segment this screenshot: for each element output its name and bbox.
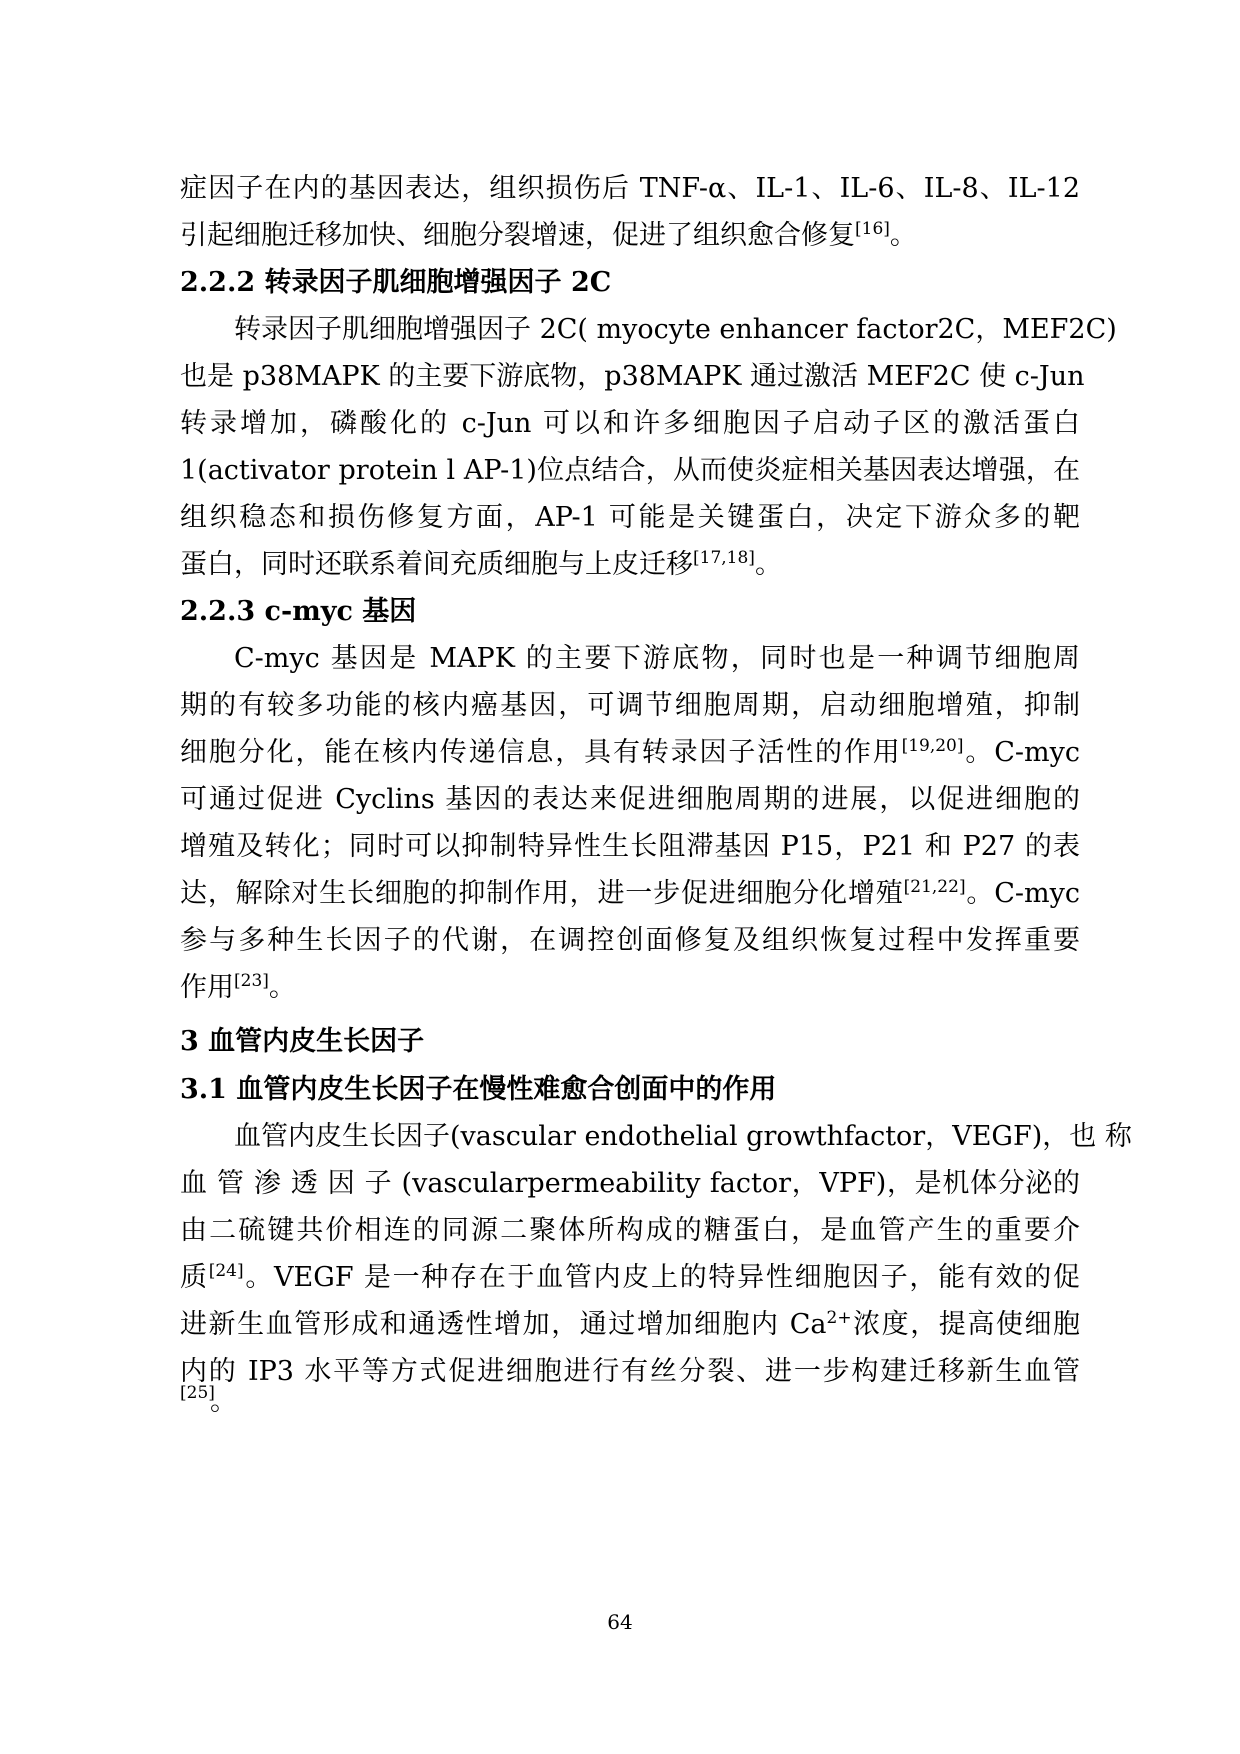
text-span: 1(activator protein l AP-1)位点结合，从而使炎症相关基因表达增强，在 [180,455,1080,486]
text-span: 。 [889,220,917,251]
paragraph-line [234,1120,1132,1154]
text-span: 。 [754,549,782,580]
paragraph-line [180,924,1080,958]
paragraph-line [180,877,1080,911]
text-span: 内的 IP3 水平等方式促进细胞进行有丝分裂、进一步构建迁移新生血管 [180,1356,1080,1387]
text-span: 期的有较多功能的核内癌基因，可调节细胞周期，启动细胞增殖，抑制 [180,690,1080,721]
text-span: 转录增加，磷酸化的 c-Jun 可以和许多细胞因子启动子区的激活蛋白 [180,408,1080,439]
text-span: 转录因子肌细胞增强因子 2C( myocyte enhancer factor2C，MEF2C) [234,314,1117,345]
section-heading-2-2-2: 2.2.2 转录因子肌细胞增强因子 2C [180,267,612,298]
text-span: 也是 p38MAPK 的主要下游底物，p38MAPK 通过激活 MEF2C 使 c-Jun [180,361,1085,392]
citation-ref: [17,18] [693,548,755,568]
text-span: 蛋白，同时还联系着间充质细胞与上皮迁移 [180,549,693,580]
text-span: 。 [268,972,296,1003]
paragraph-line [180,1214,1080,1248]
text-span: C-myc 基因是 MAPK 的主要下游底物，同时也是一种调节细胞周 [234,643,1080,674]
paragraph-line [180,454,1080,488]
text-span: 。 [210,1386,237,1417]
paragraph-line [180,1167,1080,1201]
text-span: 。C-myc [965,878,1081,909]
text-span: 进新生血管形成和通透性增加，通过增加细胞内 Ca [180,1309,827,1340]
text-span: 达，解除对生长细胞的抑制作用，进一步促进细胞分化增殖 [180,878,904,909]
text-span: 可通过促进 Cyclins 基因的表达来促进细胞周期的进展，以促进细胞的 [180,784,1080,815]
section-heading-3: 3 血管内皮生长因子 [180,1026,425,1057]
paragraph-line [180,1355,1080,1389]
text-span: 。C-myc [963,737,1081,768]
text-span: 血管内皮生长因子(vascular endothelial growthfactor，VEGF)，也 称 [234,1121,1132,1152]
paragraph-line [180,1261,1080,1295]
text-span: 。VEGF 是一种存在于血管内皮上的特异性细胞因子，能有效的促 [243,1262,1081,1293]
text-span: 引起细胞迁移加快、细胞分裂增速，促进了组织愈合修复 [180,220,855,251]
text-span: 组织稳态和损伤修复方面，AP-1 可能是关键蛋白，决定下游众多的靶 [180,502,1080,533]
citation-ref: [21,22] [903,877,966,897]
paragraph-line [234,313,1117,347]
paragraph-line [180,971,1080,1005]
superscript-charge: 2+ [826,1308,852,1328]
paragraph-line [180,783,1080,817]
paragraph-line [180,830,1080,864]
paragraph-line [180,219,1080,253]
paragraph-line [180,736,1080,770]
section-heading-2-2-3: 2.2.3 c-myc 基因 [180,596,417,627]
paragraph-line [180,172,1080,206]
page-number: 64 [607,1610,633,1634]
paragraph-line [180,407,1080,441]
citation-ref: [24] [208,1261,244,1281]
paragraph-line [180,689,1080,723]
text-span: 血 管 渗 透 因 子 (vascularpermeability factor，VPF)，是机体分泌的 [180,1168,1080,1199]
citation-ref: [25] [180,1383,215,1403]
text-span: 由二硫键共价相连的同源二聚体所构成的糖蛋白，是血管产生的重要介 [180,1215,1080,1246]
text-span: 浓度，提高使细胞 [851,1309,1081,1340]
paragraph-line [180,1308,1080,1342]
text-span: 质 [180,1262,209,1293]
text-span: 增殖及转化；同时可以抑制特异性生长阻滞基因 P15，P21 和 P27 的表 [180,831,1080,862]
paragraph-line [180,360,1085,394]
text-span: 细胞分化，能在核内传递信息，具有转录因子活性的作用 [180,737,902,768]
citation-ref: [19,20] [901,736,964,756]
text-span: 参与多种生长因子的代谢，在调控创面修复及组织恢复过程中发挥重要 [180,925,1080,956]
section-heading-3-1: 3.1 血管内皮生长因子在慢性难愈合创面中的作用 [180,1074,777,1105]
paragraph-line [180,501,1080,535]
paragraph-line [234,642,1080,676]
paragraph-line [180,548,1080,582]
citation-ref: [23] [234,971,269,991]
citation-ref: [16] [855,219,890,239]
text-span: 症因子在内的基因表达，组织损伤后 TNF-α、IL-1、IL-6、IL-8、IL-12 [180,173,1080,204]
text-span: 作用 [180,972,234,1003]
